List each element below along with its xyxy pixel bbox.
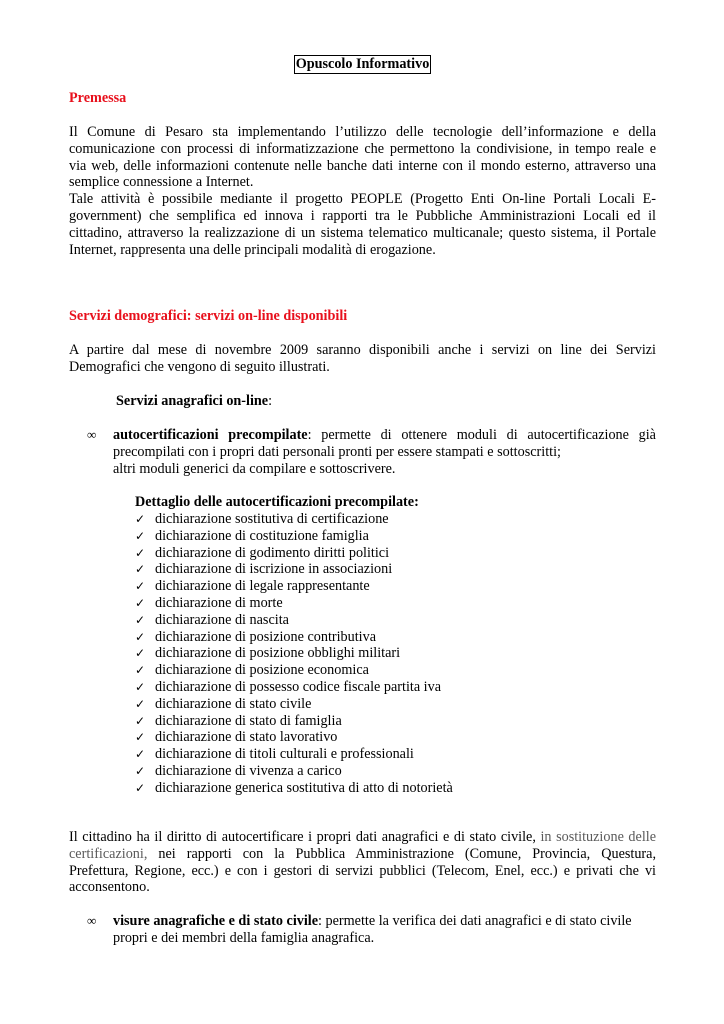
checkmark-icon: ✓ xyxy=(135,679,146,694)
checkmark-icon: ✓ xyxy=(135,780,146,795)
list-item: ✓ dichiarazione di morte xyxy=(135,594,283,611)
checkmark-icon: ✓ xyxy=(135,713,146,728)
list-item: ✓ dichiarazione di iscrizione in associazioni xyxy=(135,561,393,578)
list-item: ✓ dichiarazione di nascita xyxy=(135,611,289,628)
list-item: ✓ dichiarazione di posizione contributiva xyxy=(135,628,377,645)
diritto-paragraph: Il cittadino ha il diritto di autocertificare i propri dati anagrafici e di stato civile, in sostituzione delle certificazioni, nei rapporti con la Pubblica Amministrazione (Comune, Provincia, Questura, Prefettura, Regione, ecc.) e con i gestori di servizi pubblici (Telecom, Enel, ecc.) e privati che vi acconsentono. xyxy=(69,829,657,896)
infinity-bullet-icon: ∞ xyxy=(87,427,97,442)
list-item: ✓ dichiarazione di godimento diritti politici xyxy=(135,544,390,561)
list-item: ✓ dichiarazione di legale rappresentante xyxy=(135,578,370,595)
list-item: ✓ dichiarazione di vivenza a carico xyxy=(135,762,342,779)
checkmark-icon: ✓ xyxy=(135,579,146,594)
infinity-bullet-icon: ∞ xyxy=(87,913,97,928)
list-item: ✓ dichiarazione di stato civile xyxy=(135,695,312,712)
checkmark-icon: ✓ xyxy=(135,747,146,762)
servizi-anagrafici-label: Servizi anagrafici on-line: xyxy=(116,393,273,409)
servizi-heading: Servizi demografici: servizi on-line disponibili xyxy=(69,308,348,324)
list-item: ✓ dichiarazione generica sostitutiva di atto di notorietà xyxy=(135,779,453,796)
dettaglio-heading: Dettaglio delle autocertificazioni precompilate: xyxy=(135,494,419,510)
autocertificazioni-checklist xyxy=(135,511,453,797)
list-item: ✓ dichiarazione di possesso codice fiscale partita iva xyxy=(135,678,442,695)
visure-item: visure anagrafiche e di stato civile: permette la verifica dei dati anagrafici e di stato civile propri e dei membri della famiglia anagrafica. xyxy=(113,913,632,946)
checkmark-icon: ✓ xyxy=(135,730,146,745)
list-item: ✓ dichiarazione di posizione economica xyxy=(135,662,369,679)
document-title: Opuscolo Informativo xyxy=(295,56,430,72)
checkmark-icon: ✓ xyxy=(135,612,146,627)
list-item: ✓ dichiarazione di costituzione famiglia xyxy=(135,527,369,544)
checkmark-icon: ✓ xyxy=(135,696,146,711)
servizi-intro: A partire dal mese di novembre 2009 saranno disponibili anche i servizi on line dei Servizi Demografici che vengono di seguito illustrati. xyxy=(69,342,656,375)
checkmark-icon: ✓ xyxy=(135,663,146,678)
list-item: ✓ dichiarazione di stato di famiglia xyxy=(135,712,342,729)
list-item: ✓ dichiarazione di stato lavorativo xyxy=(135,729,338,746)
checkmark-icon: ✓ xyxy=(135,763,146,778)
list-item: ✓ dichiarazione di titoli culturali e professionali xyxy=(135,746,414,763)
list-item: ✓ dichiarazione di posizione obblighi militari xyxy=(135,645,401,662)
autocertificazioni-item: autocertificazioni precompilate: permette di ottenere moduli di autocertificazione già precompilati con i propri dati personali pronti per essere stampati e sottoscritti; altri moduli generici da compilare e sottoscrivere. xyxy=(113,427,656,477)
list-item: ✓ dichiarazione sostitutiva di certificazione xyxy=(135,511,389,527)
checkmark-icon: ✓ xyxy=(135,528,146,543)
premessa-paragraph: Il Comune di Pesaro sta implementando l’utilizzo delle tecnologie dell’informazione e della comunicazione con processi di informatizzazione che permettono la condivisione, in tempo reale e via web, delle informazioni contenute nelle banche dati interne con il mondo esterno, attraverso una semplice connessione a Internet. Tale attività è possibile mediante il progetto PEOPLE (Progetto Enti On-line Portali Locali E- government) che semplifica ed innova i rapporti tra le Pubbliche Amministrazioni Locali ed il cittadino, attraverso la realizzazione di un sistema telematico multicanale; questo sistema, il Portale Internet, rappresenta una delle principali modalità di erogazione. xyxy=(69,124,656,258)
checkmark-icon: ✓ xyxy=(135,512,146,526)
checkmark-icon: ✓ xyxy=(135,646,146,661)
checkmark-icon: ✓ xyxy=(135,545,146,560)
checkmark-icon: ✓ xyxy=(135,562,146,577)
checkmark-icon: ✓ xyxy=(135,595,146,610)
premessa-heading: Premessa xyxy=(69,90,127,106)
checkmark-icon: ✓ xyxy=(135,629,146,644)
